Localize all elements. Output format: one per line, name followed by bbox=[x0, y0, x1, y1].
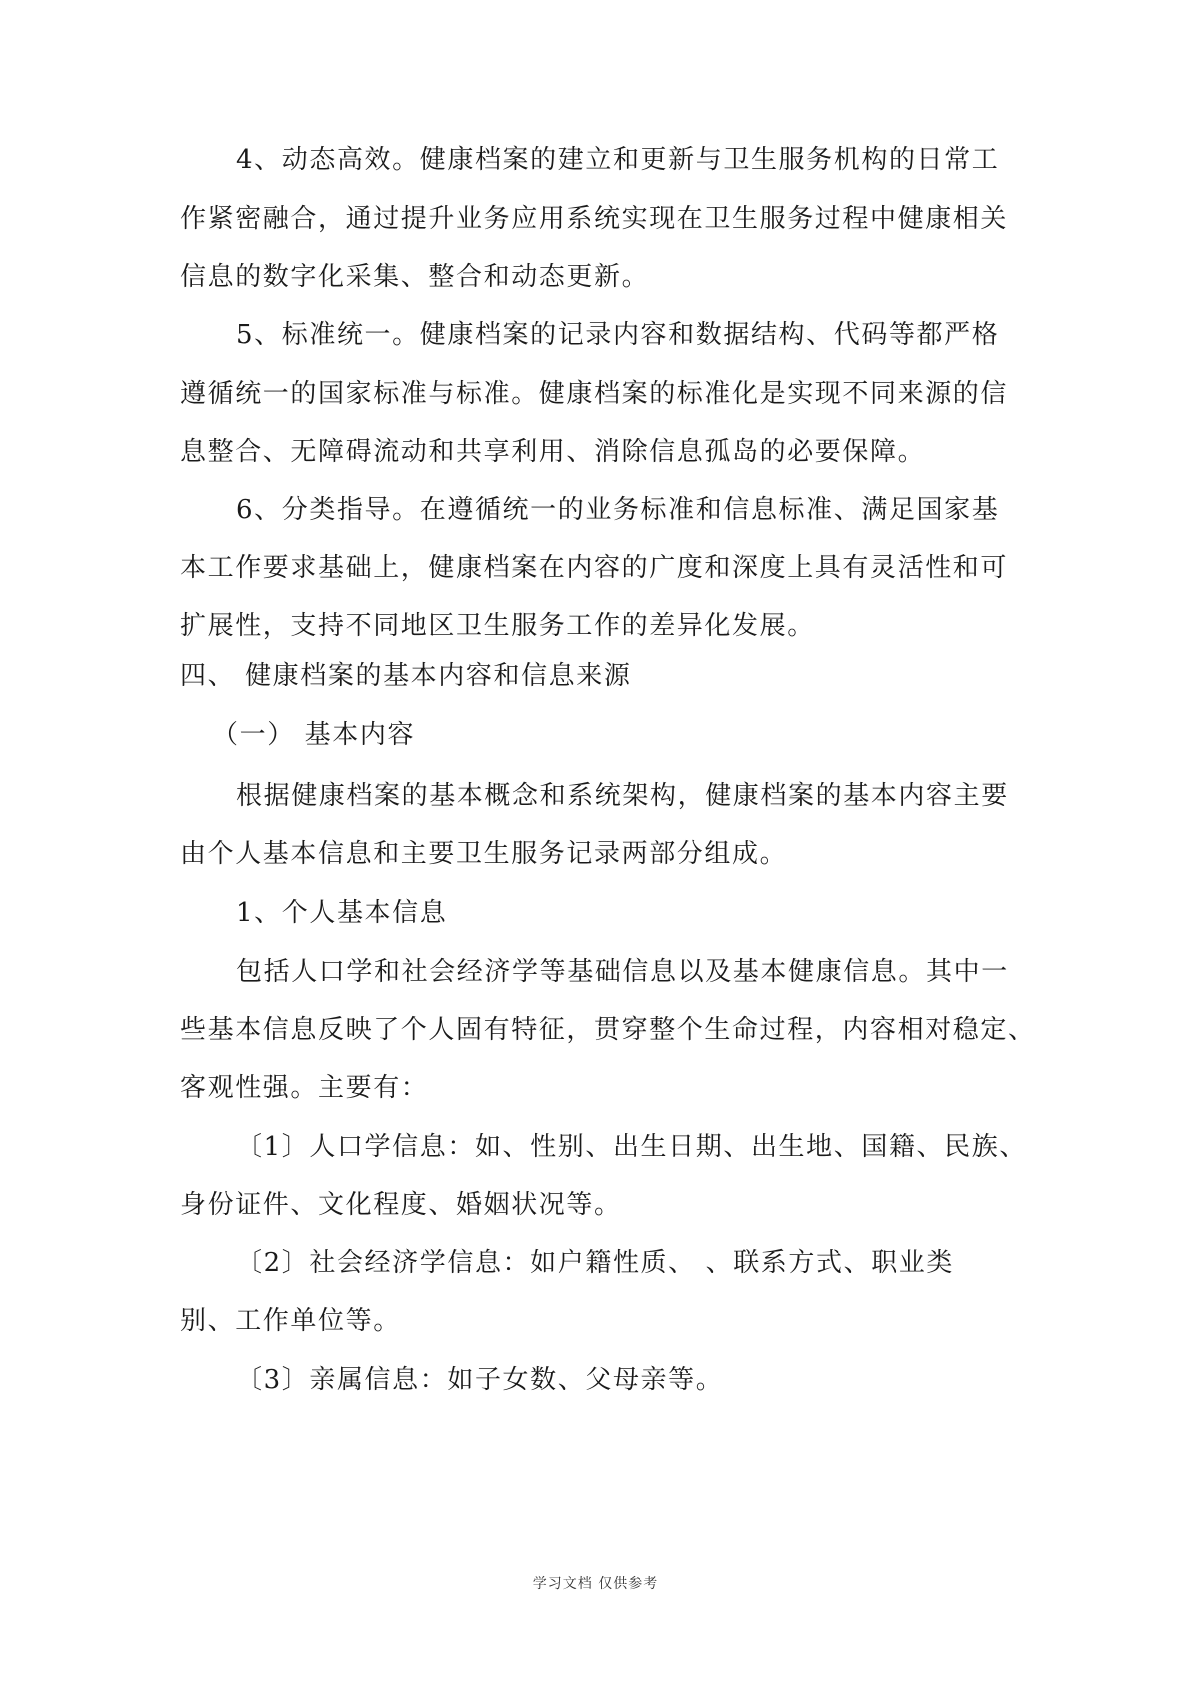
paragraph-line: 信息的数字化采集、整合和动态更新。 bbox=[180, 262, 650, 292]
paragraph-line: 扩展性，支持不同地区卫生服务工作的差异化发展。 bbox=[180, 611, 815, 641]
paragraph-line: 作紧密融合，通过提升业务应用系统实现在卫生服务过程中健康相关 bbox=[180, 204, 1009, 234]
paragraph-line: 〔3〕亲属信息：如子女数、父母亲等。 bbox=[236, 1365, 724, 1395]
section-heading: 四、 健康档案的基本内容和信息来源 bbox=[180, 661, 632, 691]
item-heading: 1、个人基本信息 bbox=[236, 898, 448, 928]
paragraph-line: 5、标准统一。健康档案的记录内容和数据结构、代码等都严格 bbox=[236, 320, 1000, 350]
paragraph-line: 些基本信息反映了个人固有特征，贯穿整个生命过程，内容相对稳定、 bbox=[180, 1015, 1036, 1045]
paragraph-line: 包括人口学和社会经济学等基础信息以及基本健康信息。其中一 bbox=[236, 957, 1009, 987]
paragraph-line: 遵循统一的国家标准与标准。健康档案的标准化是实现不同来源的信 bbox=[180, 379, 1009, 409]
paragraph-line: 〔2〕社会经济学信息：如户籍性质、 、联系方式、职业类 bbox=[236, 1248, 955, 1278]
paragraph-line: 根据健康档案的基本概念和系统架构，健康档案的基本内容主要 bbox=[236, 781, 1009, 811]
paragraph-line: 息整合、无障碍流动和共享利用、消除信息孤岛的必要保障。 bbox=[180, 437, 926, 467]
paragraph-line: 身份证件、文化程度、婚姻状况等。 bbox=[180, 1190, 622, 1220]
page-footer: 学习文档 仅供参考 bbox=[532, 1576, 659, 1592]
paragraph-line: 别、工作单位等。 bbox=[180, 1306, 401, 1336]
paragraph-line: 6、分类指导。在遵循统一的业务标准和信息标准、满足国家基 bbox=[236, 495, 1000, 525]
paragraph-line: 4、动态高效。健康档案的建立和更新与卫生服务机构的日常工 bbox=[236, 145, 1000, 175]
paragraph-line: 〔1〕人口学信息：如、性别、出生日期、出生地、国籍、民族、 bbox=[236, 1132, 1027, 1162]
paragraph-line: 客观性强。主要有： bbox=[180, 1073, 429, 1103]
subsection-heading: （一） 基本内容 bbox=[212, 720, 416, 750]
paragraph-line: 本工作要求基础上，健康档案在内容的广度和深度上具有灵活性和可 bbox=[180, 553, 1009, 583]
paragraph-line: 由个人基本信息和主要卫生服务记录两部分组成。 bbox=[180, 839, 788, 869]
